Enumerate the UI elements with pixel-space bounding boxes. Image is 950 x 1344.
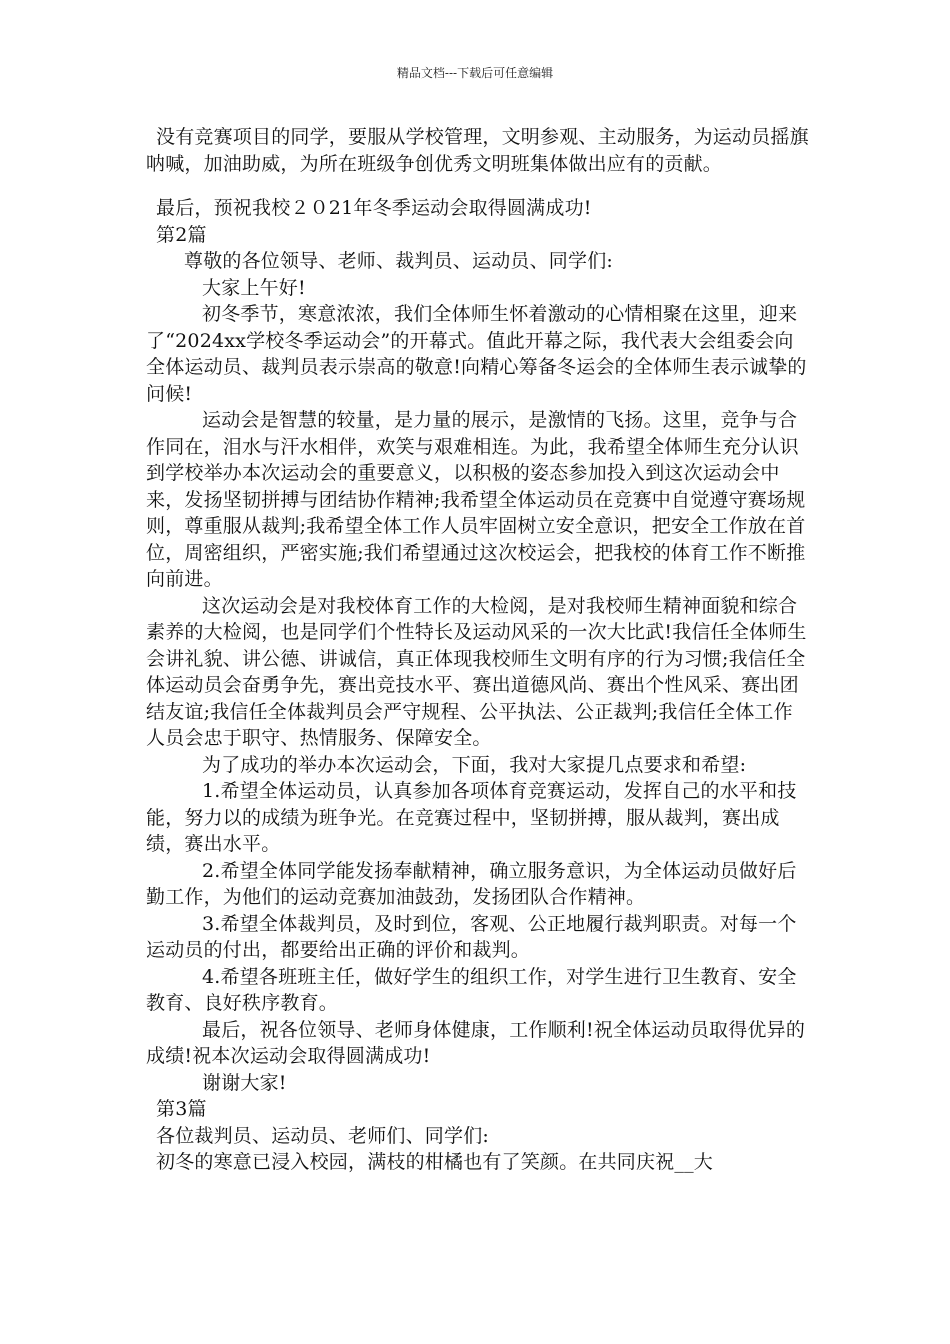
paragraph: 这次运动会是对我校体育工作的大检阅，是对我校师生精神面貌和综合素养的大检阅，也是同学们个性特长及运动风采的一次大比武!我信任全体师生会讲礼貌、讲公德、讲诚信，真正体现我校师生文明有序的行为习惯;我信任全体运动员会奋勇争先，赛出竞技水平、赛出道德风尚、赛出个性风采、赛出团结友谊;我信任全体裁判员会严守规程、公平执法、公正裁判;我信任全体工作人员会忠于职守、热情服务、保障安全。 (146, 594, 807, 749)
section-heading: 第2篇 (156, 223, 207, 246)
paragraph: 没有竞赛项目的同学，要服从学校管理，文明参观、主动服务，为运动员摇旗呐喊，加油助威，为所在班级争创优秀文明班集体做出应有的贡献。 (146, 126, 809, 175)
paragraph: 最后，预祝我校２０21年冬季运动会取得圆满成功! (156, 197, 592, 219)
salutation: 各位裁判员、运动员、老师们、同学们: (156, 1124, 490, 1147)
list-item: 2.希望全体同学能发扬奉献精神，确立服务意识，为全体运动员做好后勤工作，为他们的运动竞赛加油鼓劲，发扬团队合作精神。 (146, 859, 797, 908)
thanks-line: 谢谢大家! (202, 1071, 287, 1094)
paragraph: 运动会是智慧的较量，是力量的展示，是激情的飞扬。这里，竞争与合作同在，泪水与汗水相伴，欢笑与艰难相连。为此，我希望全体师生充分认识到学校举办本次运动会的重要意义，以积极的姿态参加投入到这次运动会中来，发扬坚韧拼搏与团结协作精神;我希望全体运动员在竞赛中自觉遵守赛场规则，尊重服从裁判;我希望全体工作人员牢固树立安全意识，把安全工作放在首位，周密组织，严密实施;我们希望通过这次校运会，把我校的体育工作不断推向前进。 (146, 409, 806, 590)
paragraph: 为了成功的举办本次运动会，下面，我对大家提几点要求和希望: (202, 753, 747, 776)
list-item: 4.希望各班班主任，做好学生的组织工作，对学生进行卫生教育、安全教育、良好秩序教育。 (146, 965, 797, 1014)
greeting: 大家上午好! (202, 276, 306, 299)
list-item: 1.希望全体运动员，认真参加各项体育竞赛运动，发挥自己的水平和技能，努力以的成绩为班争光。在竞赛过程中，坚韧拼搏，服从裁判，赛出成绩，赛出水平。 (146, 780, 797, 855)
closing-paragraph: 最后，祝各位领导、老师身体健康，工作顺利!祝全体运动员取得优异的成绩!祝本次运动会取得圆满成功! (146, 1018, 806, 1067)
section-heading: 第3篇 (156, 1098, 207, 1120)
paragraph: 初冬季节，寒意浓浓，我们全体师生怀着激动的心情相聚在这里，迎来了“2024xx学校冬季运动会”的开幕式。值此开幕之际，我代表大会组委会向全体运动员、裁判员表示崇高的敬意!向精心筹备冬运会的全体师生表示诚挚的问候! (146, 303, 807, 405)
salutation: 尊敬的各位领导、老师、裁判员、运动员、同学们: (184, 250, 614, 272)
paragraph: 初冬的寒意已浸入校园，满枝的柑橘也有了笑颜。在共同庆祝__大 (156, 1151, 714, 1173)
document-body (146, 124, 810, 1176)
list-item: 3.希望全体裁判员，及时到位，客观、公正地履行裁判职责。对每一个运动员的付出，都要给出正确的评价和裁判。 (146, 912, 797, 961)
page-header: 精品文档---下载后可任意编辑 (396, 66, 554, 80)
